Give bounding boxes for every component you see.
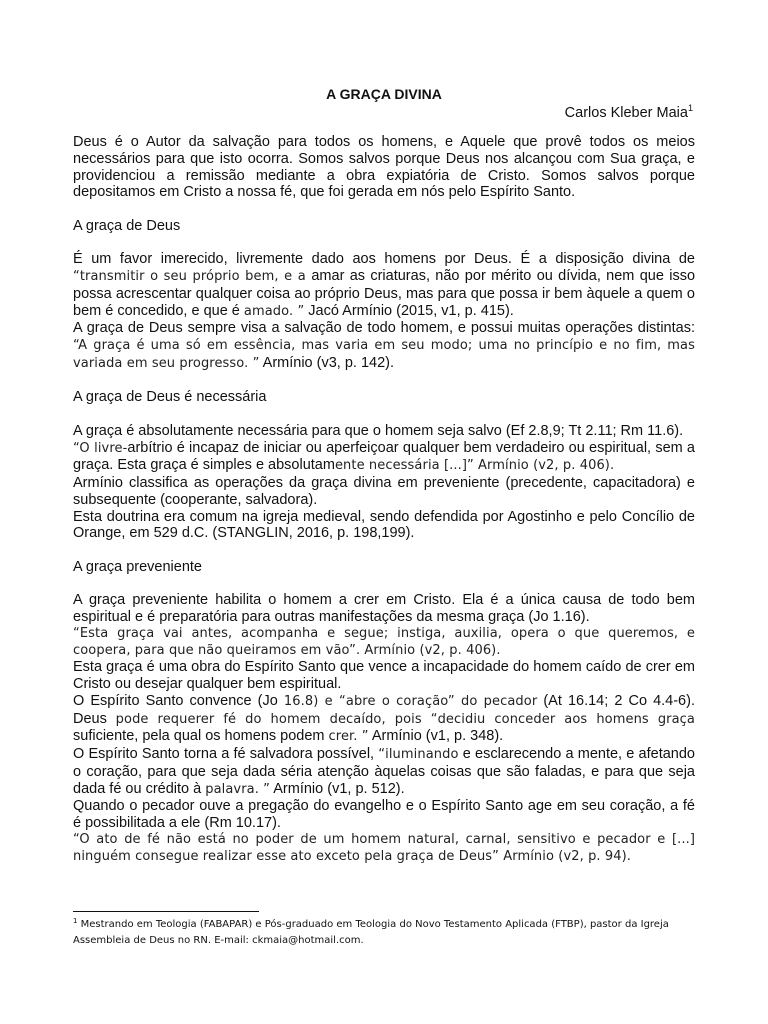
paragraph	[73, 251, 695, 320]
footnote-marker[interactable]: 1	[687, 103, 693, 113]
paragraph: Quando o pecador ouve a pregação do evangelho e o Espírito Santo age em seu coração, a fé é possibilitada a ele (Rm 10.17).	[73, 798, 695, 831]
footnote-mark: 1	[73, 917, 78, 925]
citation: Armínio (v1, p. 348).	[368, 728, 504, 745]
paragraph: Esta doutrina era comum na igreja medieval, sendo defendida por Agostinho e pelo Concílio de Orange, em 529 d.C. (STANGLIN, 2016, p. 198,199).	[73, 508, 695, 542]
citation: Armínio (v1, p. 512).	[270, 780, 405, 797]
paragraph	[73, 440, 695, 476]
text: A graça de Deus sempre visa a salvação de todo homem, e possui muitas operações distintas:	[73, 320, 695, 337]
paragraph: A graça é absolutamente necessária para que o homem seja salvo (Ef 2.8,9; Tt 2.11; Rm 11.6).	[73, 422, 684, 439]
author-name: Carlos Kleber Maia	[564, 105, 688, 121]
paragraph: Armínio classifica as operações da graça divina em preveniente (precedente, capacitadora) e subsequente (cooperante, salvadora).	[73, 475, 695, 508]
quote: palavra. ”	[205, 781, 271, 797]
quote: ente necessária [...]” Armínio (v2, p. 406).	[334, 458, 615, 474]
text: amar as criaturas, não por mérito ou dívida, nem que isso possa acrescentar qualquer coisa ao próprio Deus, mas para que possa ir bem àquele a quem o bem é concedido, e que é	[73, 268, 696, 319]
paragraph	[73, 746, 695, 798]
paragraph: Esta graça é uma obra do Espírito Santo que vence a incapacidade do homem caído de crer em Cristo ou desejar qualquer bem espiritual.	[73, 659, 695, 692]
citation: Armínio (v3, p. 142).	[259, 354, 395, 371]
footnote-text: Mestrando em Teologia (FABAPAR) e Pós-graduado em Teologia do Novo Testamento Aplicada (FTBP), pastor da Igreja Assembleia de Deus no RN. E-mail: ckmaia@hotmail.com.	[73, 919, 669, 946]
quote: progresso. ”	[179, 355, 260, 371]
paragraph	[73, 693, 695, 746]
author-line	[565, 104, 693, 122]
quote: “O livre-	[73, 440, 128, 456]
section-heading-graca-necessaria: A graça de Deus é necessária	[73, 389, 267, 406]
paragraph: A graça preveniente habilita o homem a crer em Cristo. Ela é a única causa de todo bem espiritual e é preparatória para outras manifestações da mesma graça (Jo 1.16).	[73, 592, 695, 625]
quote: amado. ”	[243, 303, 305, 319]
document-body	[73, 134, 695, 865]
text: e esclarecendo a mente, e afetando o coração, para que seja dada séria atenção àquelas coisas que são faladas, e para que seja dada fé ou crédito à	[73, 746, 695, 797]
citation: Jacó Armínio (2015, v1, p. 415).	[304, 302, 514, 319]
intro-paragraph: Deus é o Autor da salvação para todos os homens, e Aquele que provê todos os meios necessários para que isto ocorra. Somos salvos porque Deus nos alcançou com Sua graça, e providenciou a remissão mediante a obra expiatória de Cristo. Somos salvos porque depositamos em Cristo a nossa fé, que foi gerada em nós pelo Espírito Santo.	[73, 134, 695, 201]
section-heading-graca-preveniente: A graça preveniente	[73, 558, 202, 575]
text: O Espírito Santo torna a fé salvadora possível,	[73, 746, 379, 762]
text: arbítrio é incapaz de iniciar ou aperfeiçoar qualquer bem verdadeiro ou espiritual, sem a graça. Esta graça é simples e absolutam	[73, 439, 696, 474]
quote: “transmitir o seu próprio bem, e a	[73, 269, 312, 284]
footnote	[73, 917, 703, 948]
footnote-divider	[73, 911, 259, 912]
quote: “A graça é uma só em essência, mas varia em seu modo; uma no princípio e no fim, mas variada em seu	[73, 338, 695, 371]
page-title: A GRAÇA DIVINA	[326, 86, 442, 102]
quote-paragraph: “Esta graça vai antes, acompanha e segue; instiga, auxilia, opera o que queremos, e coopera, para que não queiramos em vão”. Armínio (v2, p. 406).	[73, 625, 695, 658]
quote: pode requerer fé do homem decaído, pois “decidiu conceder aos homens graça	[115, 711, 695, 727]
paragraph	[73, 320, 695, 372]
quote: 16.8) e “abre o coração” do pecador	[283, 693, 538, 709]
quote-paragraph: “O ato de fé não está no poder de um homem natural, carnal, sensitivo e pecador e [...] ninguém consegue realizar esse ato exceto pela graça de Deus” Armínio (v2, p. 94).	[73, 831, 695, 864]
text: O Espírito Santo convence (Jo	[73, 692, 284, 709]
quote: “iluminando	[378, 747, 459, 762]
quote: crer. ”	[328, 729, 369, 745]
section-heading-graca-de-deus: A graça de Deus	[73, 217, 181, 234]
text: É um favor imerecido, livremente dado aos homens por Deus. É a disposição divina de	[73, 251, 695, 268]
text: suficiente, pela qual os homens podem	[73, 728, 329, 745]
text: (At 16.14; 2 Co 4.4-6). Deus	[73, 692, 695, 727]
